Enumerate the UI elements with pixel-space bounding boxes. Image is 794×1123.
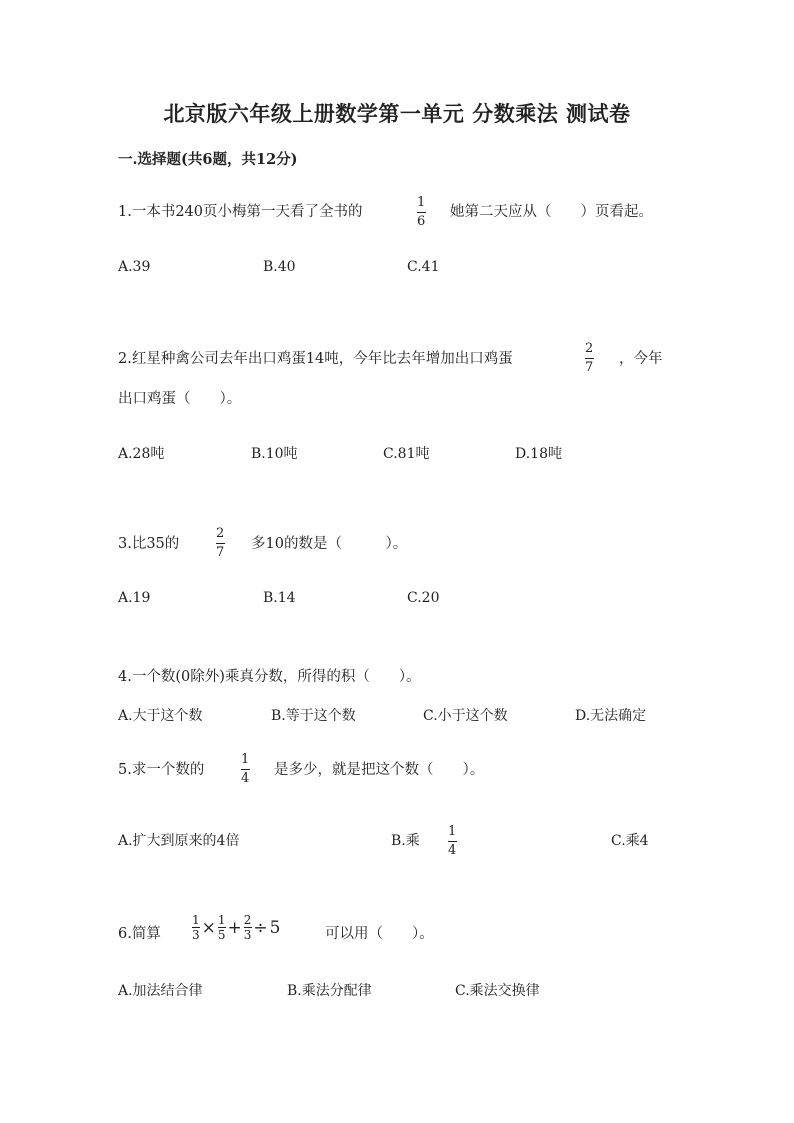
question-6-expression [191,914,282,941]
fraction-numerator: 1 [192,913,200,927]
question-2-stem-b: ，今年 [619,351,663,367]
expression-fraction-3 [243,914,253,941]
fraction-denominator: 7 [585,360,594,375]
question-4-option-c[interactable]: C.小于这个数 [423,708,508,724]
question-3-option-c[interactable]: C.20 [407,590,440,606]
fraction-bar [417,212,426,213]
fraction-numerator: 2 [585,341,594,356]
question-1-option-c[interactable]: C.41 [407,259,440,275]
question-6-option-a[interactable]: A.加法结合律 [118,983,203,999]
question-4-option-d[interactable]: D.无法确定 [575,708,647,724]
fraction-denominator: 6 [417,214,426,229]
question-2-stem-a: 2.红星种禽公司去年出口鸡蛋14吨，今年比去年增加出口鸡蛋 [118,351,513,367]
fraction-numerator: 1 [448,824,457,839]
question-1-option-b[interactable]: B.40 [263,259,296,275]
fraction-bar [585,358,594,359]
fraction-numerator: 1 [217,913,226,927]
fraction-numerator: 1 [241,752,250,767]
fraction-numerator: 1 [417,195,426,210]
question-1-stem-b: 她第二天应从（ ）页看起。 [450,204,653,220]
question-5-fraction [240,753,250,786]
fraction-bar [216,543,225,544]
question-3-stem-a: 3.比35的 [118,536,180,552]
question-1-option-a[interactable]: A.39 [118,259,151,275]
question-1-stem-a: 1.一本书240页小梅第一天看了全书的 [118,204,363,220]
question-3-option-a[interactable]: A.19 [118,590,151,606]
question-2-fraction [584,342,594,375]
question-6-stem-b: 可以用（ ）。 [325,926,434,942]
question-3-option-b[interactable]: B.14 [263,590,296,606]
question-3-fraction [215,527,225,560]
question-4-stem: 4.一个数(0除外)乘真分数，所得的积（ ）。 [118,669,421,685]
expression-fraction-2 [217,914,227,941]
question-5-stem-b: 是多少，就是把这个数（ ）。 [274,762,485,778]
question-2-option-c[interactable]: C.81吨 [383,446,430,462]
expression-last-number: 5 [269,917,281,938]
fraction-denominator: 4 [448,843,457,858]
fraction-numerator: 2 [216,526,225,541]
question-4-option-a[interactable]: A.大于这个数 [118,708,203,724]
question-5-stem-a: 5.求一个数的 [118,762,205,778]
fraction-numerator: 2 [243,913,252,927]
fraction-denominator: 5 [217,928,226,942]
fraction-bar [241,769,250,770]
question-6-option-c[interactable]: C.乘法交换律 [455,983,540,999]
divide-operator: ÷ [253,917,268,938]
question-6-option-b[interactable]: B.乘法分配律 [287,983,372,999]
times-operator: × [201,917,216,938]
fraction-denominator: 4 [241,771,250,786]
question-5-option-b[interactable]: B.乘 [391,833,420,849]
question-2-option-b[interactable]: B.10吨 [251,446,298,462]
question-2-option-a[interactable]: A.28吨 [118,446,165,462]
question-4-option-b[interactable]: B.等于这个数 [271,708,356,724]
fraction-denominator: 7 [216,545,225,560]
question-5-option-b-fraction [447,825,457,858]
question-6-stem-a: 6.简算 [118,926,161,942]
fraction-denominator: 3 [192,928,200,942]
question-3-stem-b: 多10的数是（ ）。 [251,536,408,552]
expression-fraction-1 [191,914,201,941]
question-1-fraction [416,196,426,229]
question-5-option-c[interactable]: C.乘4 [611,833,649,849]
section-heading: 一.选择题(共6题，共12分) [118,151,298,168]
question-5-option-a[interactable]: A.扩大到原来的4倍 [118,833,240,849]
question-2-option-d[interactable]: D.18吨 [515,446,562,462]
plus-operator: + [227,917,242,938]
question-2-stem-c: 出口鸡蛋（ ）。 [118,391,242,407]
fraction-denominator: 3 [243,928,252,942]
page-title: 北京版六年级上册数学第一单元 分数乘法 测试卷 [163,101,631,126]
fraction-bar [448,841,457,842]
